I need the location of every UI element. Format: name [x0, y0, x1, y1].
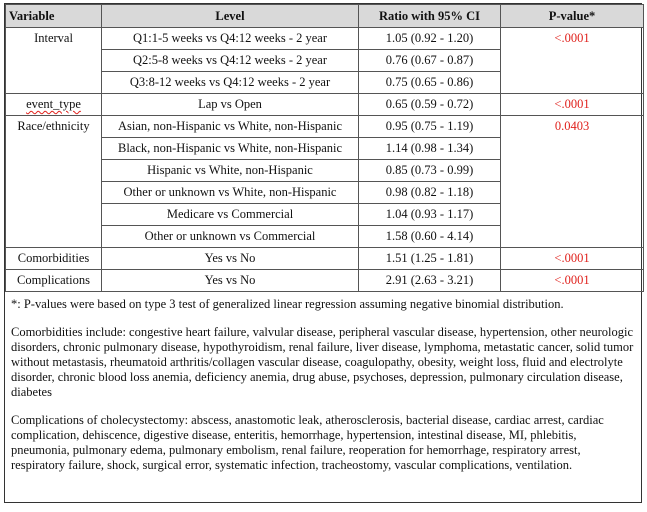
- variable-cell-complications: Complications: [6, 270, 102, 292]
- level-cell: Q2:5-8 weeks vs Q4:12 weeks - 2 year: [102, 50, 359, 72]
- ratio-cell: 2.91 (2.63 - 3.21): [359, 270, 501, 292]
- variable-cell-race: Race/ethnicity: [6, 116, 102, 248]
- header-ratio: Ratio with 95% CI: [359, 5, 501, 28]
- spellcheck-underline: event_type: [26, 97, 81, 111]
- pvalue-cell-complications: <.0001: [501, 270, 644, 292]
- ratio-cell: 0.65 (0.59 - 0.72): [359, 94, 501, 116]
- level-cell: Lap vs Open: [102, 94, 359, 116]
- table-row: [6, 116, 644, 138]
- ratio-cell: 0.85 (0.73 - 0.99): [359, 160, 501, 182]
- level-cell: Black, non-Hispanic vs White, non-Hispanic: [102, 138, 359, 160]
- results-table: [5, 4, 644, 292]
- level-cell: Other or unknown vs White, non-Hispanic: [102, 182, 359, 204]
- ratio-cell: 1.05 (0.92 - 1.20): [359, 28, 501, 50]
- header-variable: Variable: [6, 5, 102, 28]
- table-row: [6, 248, 644, 270]
- table-row: [6, 28, 644, 50]
- level-cell: Q1:1-5 weeks vs Q4:12 weeks - 2 year: [102, 28, 359, 50]
- pvalue-cell-interval: <.0001: [501, 28, 644, 94]
- level-cell: Asian, non-Hispanic vs White, non-Hispanic: [102, 116, 359, 138]
- comorbidities-note: Comorbidities include: congestive heart failure, valvular disease, peripheral vascular disease, hypertension, other neurologic disorders, chronic pulmonary disease, hypothyroidism, renal failure, liver disease, lymphoma, metastatic cancer, solid tumor without metastasis, rheumatoid arthritis/collagen vascular disease, coagulopathy, obesity, weight loss, fluid and electrolyte disorder, chronic blood loss anemia, deficiency anemia, drug abuse, psychoses, depression, pulmonary circulation disease, diabetes: [11, 325, 634, 399]
- pvalue-cell-race: 0.0403: [501, 116, 644, 248]
- level-cell: Medicare vs Commercial: [102, 204, 359, 226]
- header-pvalue: P-value*: [501, 5, 644, 28]
- level-cell: Yes vs No: [102, 270, 359, 292]
- ratio-cell: 1.14 (0.98 - 1.34): [359, 138, 501, 160]
- results-table-frame: [4, 3, 642, 503]
- header-level: Level: [102, 5, 359, 28]
- header-row: [6, 5, 644, 28]
- ratio-cell: 0.76 (0.67 - 0.87): [359, 50, 501, 72]
- pvalue-footnote: *: P-values were based on type 3 test of generalized linear regression assuming negative binomial distribution.: [11, 297, 564, 311]
- ratio-cell: 1.58 (0.60 - 4.14): [359, 226, 501, 248]
- ratio-cell: 0.75 (0.65 - 0.86): [359, 72, 501, 94]
- ratio-cell: 0.95 (0.75 - 1.19): [359, 116, 501, 138]
- pvalue-cell-event-type: <.0001: [501, 94, 644, 116]
- level-cell: Other or unknown vs Commercial: [102, 226, 359, 248]
- table-row: [6, 270, 644, 292]
- complications-note: Complications of cholecystectomy: abscess, anastomotic leak, atherosclerosis, bacterial disease, cardiac arrest, cardiac complication, dehiscence, digestive disease, enteritis, hemorrhage, hypertension, intestinal disease, MI, phlebitis, pneumonia, pulmonary edema, pulmonary embolism, renal failure, reoperation for hemorrhage, respiratory arrest, respiratory failure, shock, surgical error, systematic infection, tracheostomy, vascular complications, ventilation.: [11, 413, 604, 472]
- level-cell: Yes vs No: [102, 248, 359, 270]
- level-cell: Q3:8-12 weeks vs Q4:12 weeks - 2 year: [102, 72, 359, 94]
- ratio-cell: 1.04 (0.93 - 1.17): [359, 204, 501, 226]
- variable-cell-interval: Interval: [6, 28, 102, 94]
- level-cell: Hispanic vs White, non-Hispanic: [102, 160, 359, 182]
- ratio-cell: 0.98 (0.82 - 1.18): [359, 182, 501, 204]
- pvalue-cell-comorbidities: <.0001: [501, 248, 644, 270]
- variable-cell-event-type: [6, 94, 102, 116]
- variable-cell-comorbidities: Comorbidities: [6, 248, 102, 270]
- ratio-cell: 1.51 (1.25 - 1.81): [359, 248, 501, 270]
- table-notes: [5, 292, 641, 473]
- table-row: [6, 94, 644, 116]
